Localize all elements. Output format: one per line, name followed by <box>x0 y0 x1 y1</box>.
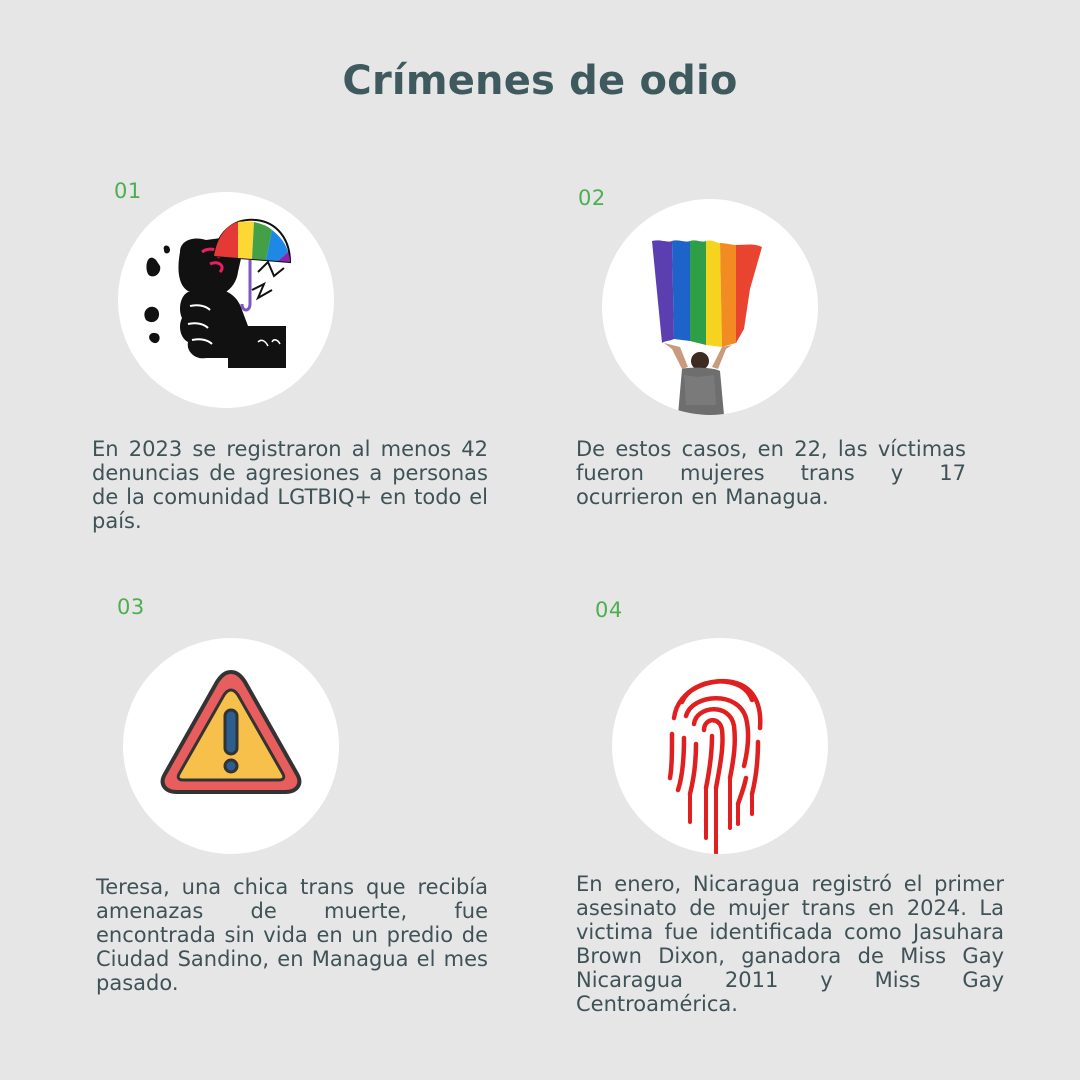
item-number-04: 04 <box>595 598 623 622</box>
item-02-circle <box>602 199 818 415</box>
item-number-02: 02 <box>578 186 606 210</box>
item-number-03: 03 <box>117 595 145 619</box>
item-03-circle <box>123 638 339 854</box>
item-02-text: De estos casos, en 22, las víctimas fueron mujeres trans y 17 ocurrieron en Managua. <box>576 437 966 509</box>
item-04-text: En enero, Nicaragua registró el primer asesinato de mujer trans en 2024. La victima fue identificada como Jasuhara Brown Dixon, ganadora de Miss Gay Nicaragua 2011 y Miss Gay Centroamérica. <box>576 872 1004 1016</box>
item-04-circle <box>612 638 828 854</box>
warning-icon <box>123 638 339 854</box>
item-number-01: 01 <box>114 179 142 203</box>
fingerprint-icon <box>612 638 828 854</box>
page-title: Crímenes de odio <box>342 58 738 104</box>
item-01-text: En 2023 se registraron al menos 42 denuncias de agresiones a personas de la comunidad LGTBIQ+ en todo el país. <box>92 437 488 533</box>
item-03-text: Teresa, una chica trans que recibía amenazas de muerte, fue encontrada sin vida en un predio de Ciudad Sandino, en Managua el mes pasado. <box>96 875 488 995</box>
fist-umbrella-icon <box>118 192 334 408</box>
rainbow-flag-icon <box>602 199 818 415</box>
item-01-circle <box>118 192 334 408</box>
